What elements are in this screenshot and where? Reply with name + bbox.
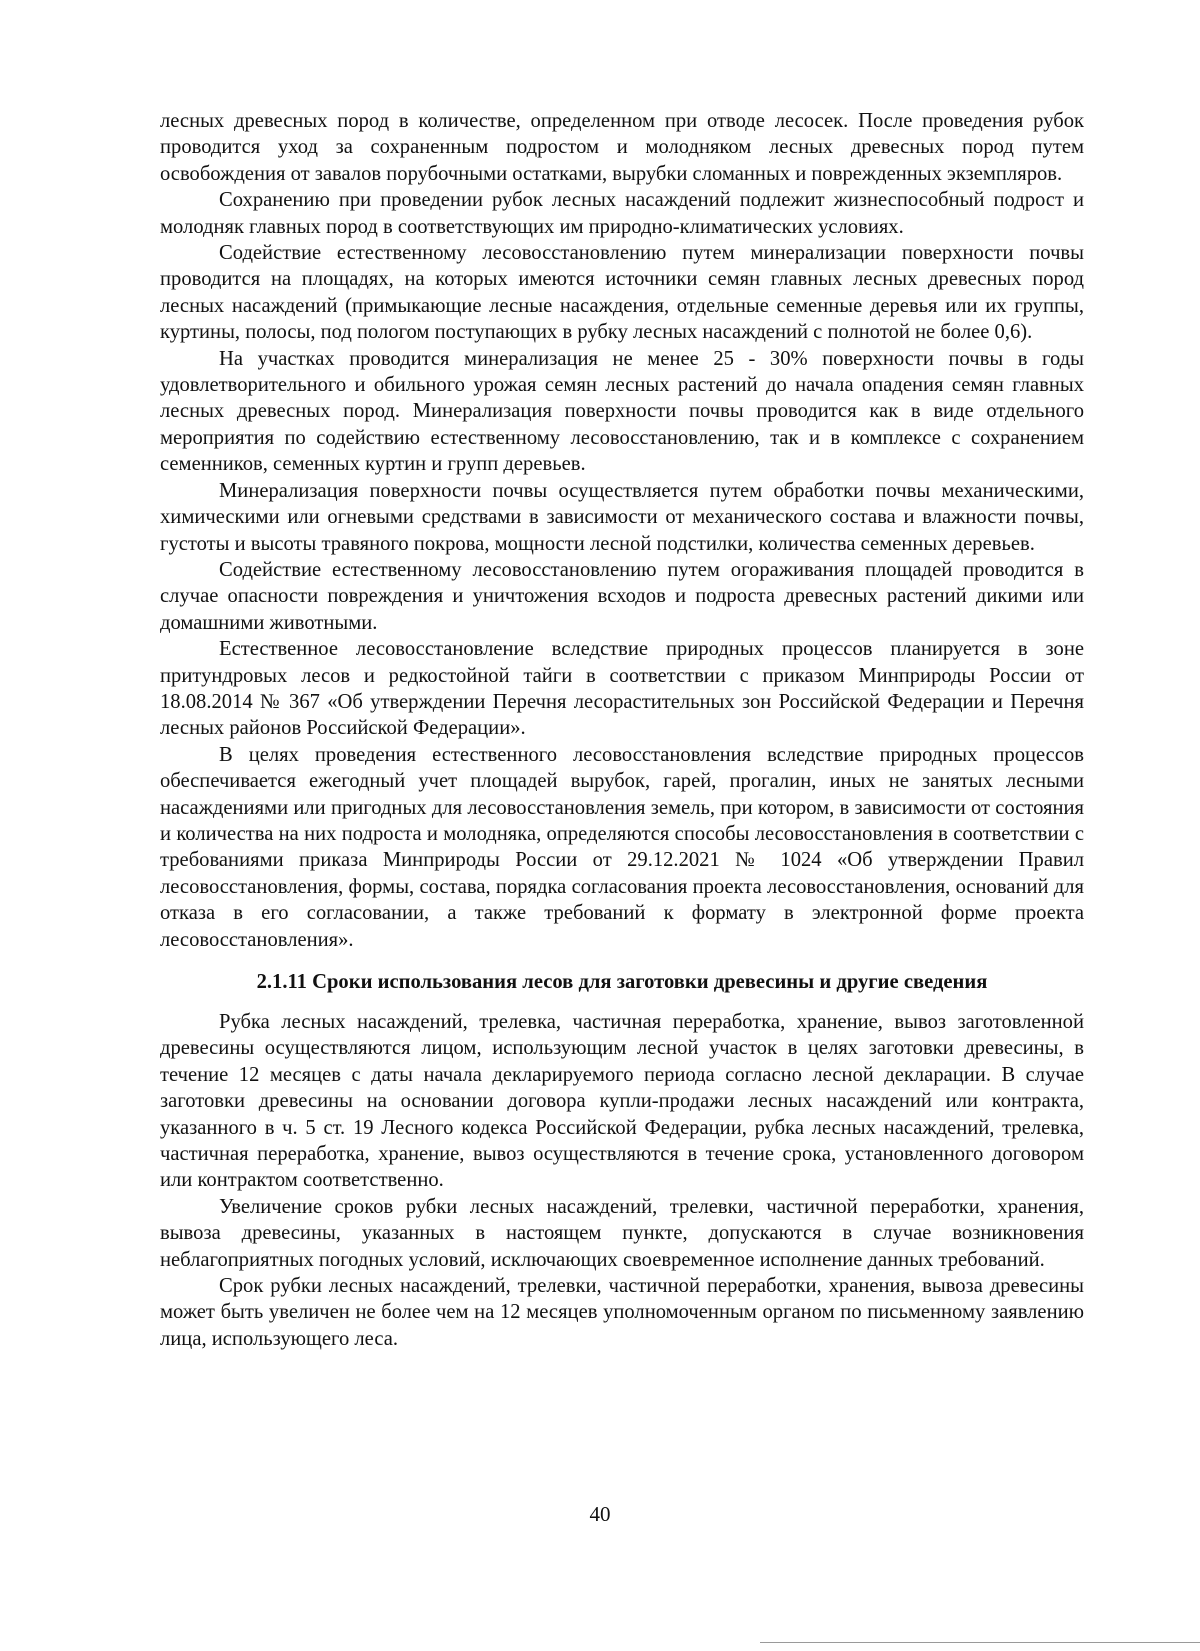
paragraph-after-2: Срок рубки лесных насаждений, трелевки, частичной переработки, хранения, вывоза древесины может быть увеличен не более чем на 12 месяцев уполномоченным органом по письменному заявлению лица, использующего леса. bbox=[160, 1275, 1084, 1350]
paragraph-before-1: Сохранению при проведении рубок лесных насаждений подлежит жизнеспособный подрост и молодняк главных пород в соответствующих им природно-климатических условиях. bbox=[160, 189, 1084, 238]
paragraph-before-3: На участках проводится минерализация не менее 25 - 30% поверхности почвы в годы удовлетворительного и обильного урожая семян лесных растений до начала опадения семян главных лесных древесных пород. Минерализация поверхности почвы проводится как в виде отдельного мероприятия по содействию естественному лесовосстановлению, так и в комплексе с сохранением семенников, семенных куртин и групп деревьев. bbox=[160, 347, 1084, 476]
paragraph-after-0: Рубка лесных насаждений, трелевка, частичная переработка, хранение, вывоз заготовленной древесины осуществляются лицом, использующим лесной участок в целях заготовки древесины, в течение 12 месяцев с даты начала декларируемого периода согласно лесной декларации. В случае заготовки древесины на основании договора купли-продажи лесных насаждений или контракта, указанного в ч. 5 ст. 19 Лесного кодекса Российской Федерации, рубка лесных насаждений, трелевка, частичная переработка, хранение, вывоз осуществляются в течение срока, установленного договором или контрактом соответственно. bbox=[160, 1011, 1084, 1192]
paragraph-before-6: Естественное лесовосстановление вследствие природных процессов планируется в зоне притундровых лесов и редкостойной тайги в соответствии с приказом Минприроды России от 18.08.2014 № 367 «Об утверждении Перечня лесорастительных зон Российской Федерации и Перечня лесных районов Российской Федерации». bbox=[160, 638, 1084, 740]
section-heading: 2.1.11 Сроки использования лесов для заготовки древесины и другие сведения bbox=[256, 971, 988, 993]
paragraph-before-7: В целях проведения естественного лесовосстановления вследствие природных процессов обеспечивается ежегодный учет площадей вырубок, гарей, прогалин, иных не занятых лесными насаждениями или пригодных для лесовосстановления земель, при котором, в зависимости от состояния и количества на них подроста и молодняка, определяются способы лесовосстановления в соответствии с требованиями приказа Минприроды России от 29.12.2021 № 1024 «Об утверждении Правил лесовосстановления, формы, состава, порядка согласования проекта лесовосстановления, оснований для отказа в его согласовании, а также требований к формату в электронной форме проекта лесовосстановления». bbox=[160, 743, 1084, 951]
page-number: 40 bbox=[589, 1502, 611, 1526]
scan-edge-line bbox=[760, 1642, 1200, 1643]
paragraph-before-4: Минерализация поверхности почвы осуществляется путем обработки почвы механическими, химическими или огневыми средствами в зависимости от механического состава и влажности почвы, густоты и высоты травяного покрова, мощности лесной подстилки, количества семенных деревьев. bbox=[160, 479, 1084, 555]
document-body bbox=[160, 108, 1084, 1352]
paragraph-before-0: лесных древесных пород в количестве, определенном при отводе лесосек. После проведения рубок проводится уход за сохраненным подростом и молодняком лесных древесных пород путем освобождения от завалов порубочными остатками, вырубки сломанных и поврежденных экземпляров. bbox=[160, 110, 1084, 185]
paragraph-after-1: Увеличение сроков рубки лесных насаждений, трелевки, частичной переработки, хранения, вывоза древесины, указанных в настоящем пункте, допускаются в случае возникновения неблагоприятных погодных условий, исключающих своевременное исполнение данных требований. bbox=[160, 1195, 1084, 1271]
paragraph-before-5: Содействие естественному лесовосстановлению путем огораживания площадей проводится в случае опасности повреждения и уничтожения всходов и подроста древесных растений дикими или домашними животными. bbox=[160, 558, 1084, 634]
paragraph-before-2: Содействие естественному лесовосстановлению путем минерализации поверхности почвы проводится на площадях, на которых имеются источники семян главных лесных древесных пород лесных насаждений (примыкающие лесные насаждения, отдельные семенные деревья или их группы, куртины, полосы, под пологом поступающих в рубку лесных насаждений с полнотой не более 0,6). bbox=[160, 242, 1084, 344]
